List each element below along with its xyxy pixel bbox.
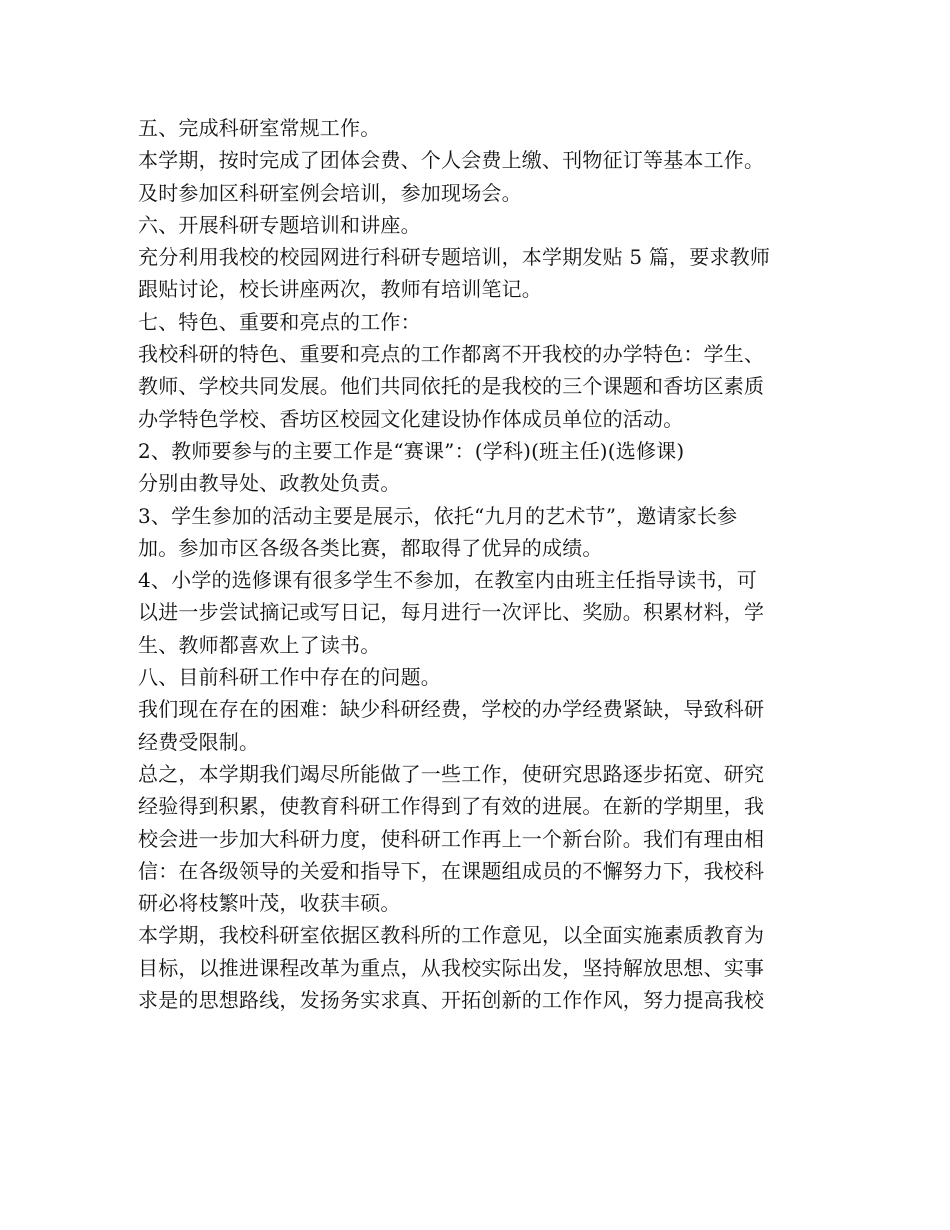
text-line: 目标，以推进课程改革为重点，从我校实际出发，坚持解放思想、实事 xyxy=(138,955,765,980)
text-line: 生、教师都喜欢上了读书。 xyxy=(138,632,381,657)
text-line: 以进一步尝试摘记或写日记，每月进行一次评比、奖励。积累材料，学 xyxy=(138,600,765,625)
text-line: 教师、学校共同发展。他们共同依托的是我校的三个课题和香坊区素质 xyxy=(138,374,765,399)
text-line: 五、完成科研室常规工作。 xyxy=(138,116,381,140)
text-line: 及时参加区科研室例会培训，参加现场会。 xyxy=(138,180,522,205)
text-line: 六、开展科研专题培训和讲座。 xyxy=(138,212,421,237)
text-line: 校会进一步加大科研力度，使科研工作再上一个新台阶。我们有理由相 xyxy=(138,826,765,851)
text-line: 经费受限制。 xyxy=(138,729,260,754)
text-line: 经验得到积累，使教育科研工作得到了有效的进展。在新的学期里，我 xyxy=(138,794,765,819)
text-line: 4、小学的选修课有很多学生不参加，在教室内由班主任指导读书，可 xyxy=(138,568,757,593)
text-line: 八、目前科研工作中存在的问题。 xyxy=(138,665,441,690)
text-line: 总之，本学期我们竭尽所能做了一些工作，使研究思路逐步拓宽、研究 xyxy=(138,761,765,786)
text-line: 分别由教导处、政教处负责。 xyxy=(138,471,401,496)
text-line: 跟贴讨论，校长讲座两次，教师有培训笔记。 xyxy=(138,277,542,302)
text-line: 2、教师要参与的主要工作是“赛课”：(学科)(班主任)(选修课) xyxy=(138,438,685,463)
text-line: 我们现在存在的困难：缺少科研经费，学校的办学经费紧缺，导致科研 xyxy=(138,697,765,722)
text-line: 求是的思想路线，发扬务实求真、开拓创新的工作作风，努力提高我校 xyxy=(138,988,765,1013)
text-line: 研必将枝繁叶茂，收获丰硕。 xyxy=(138,891,401,916)
text-line: 充分利用我校的校园网进行科研专题培训，本学期发贴 5 篇，要求教师 xyxy=(138,245,771,270)
text-line: 信：在各级领导的关爱和指导下，在课题组成员的不懈努力下，我校科 xyxy=(138,858,765,883)
text-line: 办学特色学校、香坊区校园文化建设协作体成员单位的活动。 xyxy=(138,406,684,431)
text-line: 七、特色、重要和亮点的工作： xyxy=(138,309,421,334)
text-line: 本学期，按时完成了团体会费、个人会费上缴、刊物征订等基本工作。 xyxy=(138,148,765,173)
text-line: 加。参加市区各级各类比赛，都取得了优异的成绩。 xyxy=(138,535,603,560)
text-line: 我校科研的特色、重要和亮点的工作都离不开我校的办学特色：学生、 xyxy=(138,342,765,367)
text-line: 3、学生参加的活动主要是展示，依托“九月的艺术节”，邀请家长参 xyxy=(138,503,738,528)
text-line: 本学期，我校科研室依据区教科所的工作意见，以全面实施素质教育为 xyxy=(138,923,765,948)
document-body xyxy=(138,112,818,1016)
